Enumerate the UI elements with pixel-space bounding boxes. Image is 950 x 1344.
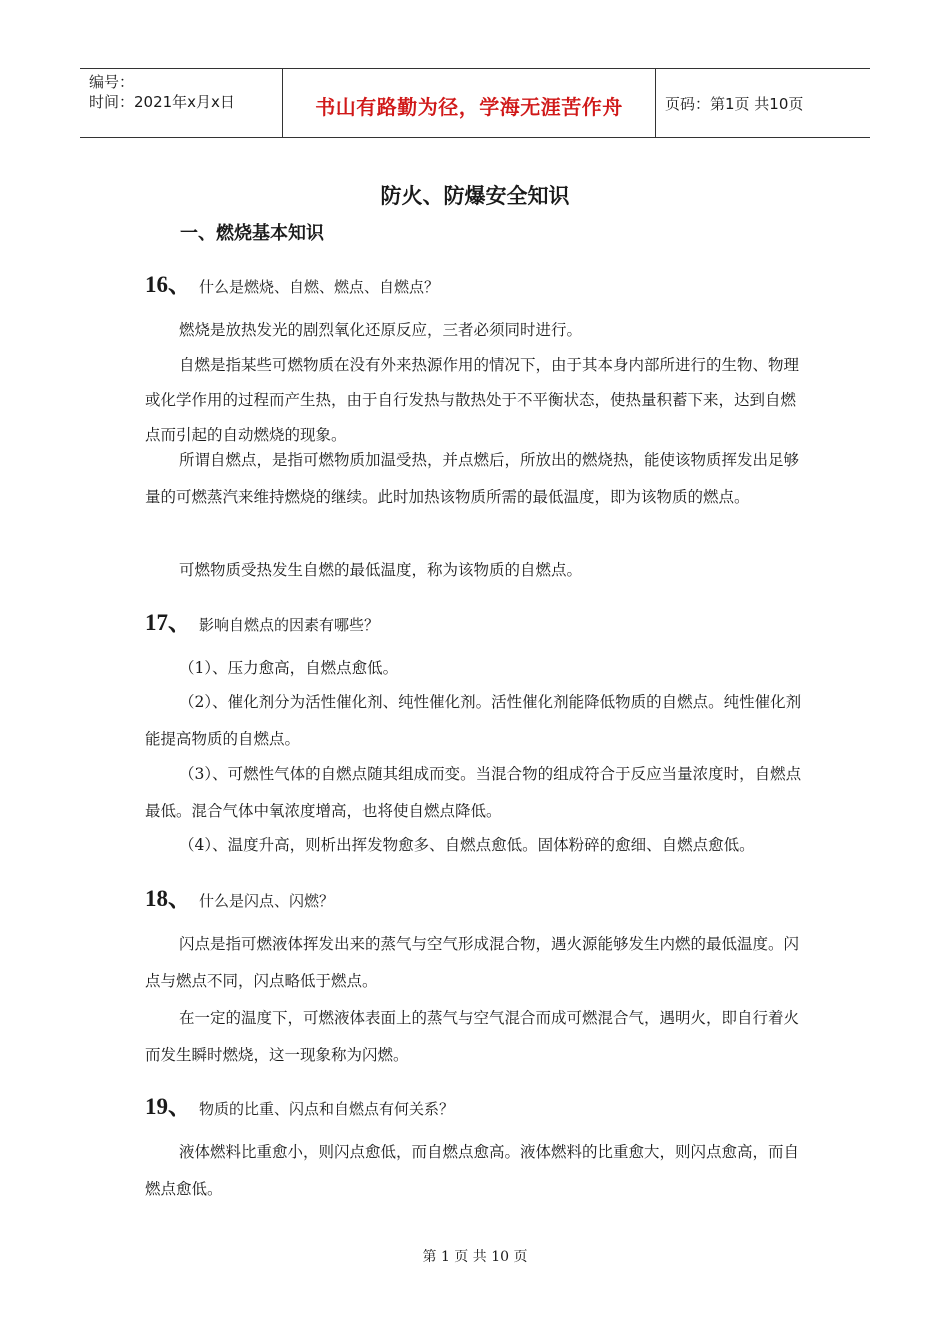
section-heading: 一、燃烧基本知识 <box>180 223 324 244</box>
paragraph: 燃烧是放热发光的剧烈氧化还原反应，三者必须同时进行。 <box>179 321 583 339</box>
question-number: 18、 <box>145 886 191 911</box>
paragraph: 闪点是指可燃液体挥发出来的蒸气与空气形成混合物，遇火源能够发生内燃的最低温度。闪点与燃点不同，闪点略低于燃点。 <box>145 935 800 990</box>
question-text: 物质的比重、闪点和自燃点有何关系？ <box>199 1100 455 1118</box>
code-label: 编号： <box>89 73 135 91</box>
question-number: 17、 <box>145 610 191 635</box>
question-heading <box>145 1088 454 1118</box>
question-heading <box>145 880 334 910</box>
question-heading <box>145 604 379 634</box>
paragraph: （2）、催化剂分为活性催化剂、纯性催化剂。活性催化剂能降低物质的自燃点。纯性催化剂能提高物质的自燃点。 <box>145 693 802 748</box>
paragraph: 在一定的温度下，可燃液体表面上的蒸气与空气混合而成可燃混合气，遇明火，即自行着火而发生瞬时燃烧，这一现象称为闪燃。 <box>145 1009 800 1064</box>
question-number: 16、 <box>145 272 191 297</box>
page-info: 页码：第1页 共10页 <box>665 95 804 113</box>
paragraph: （1）、压力愈高，自燃点愈低。 <box>179 659 399 677</box>
motto: 书山有路勤为径，学海无涯苦作舟 <box>315 95 623 119</box>
question-number: 19、 <box>145 1094 191 1119</box>
paragraph: （4）、温度升高，则析出挥发物愈多、自燃点愈低。固体粉碎的愈细、自燃点愈低。 <box>179 836 755 854</box>
header-meta-cell <box>80 69 282 137</box>
header-page-cell <box>655 69 870 137</box>
paragraph: 可燃物质受热发生自燃的最低温度，称为该物质的自燃点。 <box>179 561 583 579</box>
question-text: 什么是燃烧、自燃、燃点、自燃点？ <box>199 278 440 296</box>
paragraph: 液体燃料比重愈小，则闪点愈低，而自燃点愈高。液体燃料的比重愈大，则闪点愈高，而自燃点愈低。 <box>145 1143 800 1198</box>
question-text: 影响自燃点的因素有哪些？ <box>199 616 380 634</box>
question-heading <box>145 266 439 296</box>
date-label: 时间：2021年x月x日 <box>89 93 235 111</box>
header-motto-cell <box>282 69 656 137</box>
page-title: 防火、防爆安全知识 <box>380 184 570 208</box>
document-header <box>80 68 870 138</box>
question-text: 什么是闪点、闪燃？ <box>199 892 335 910</box>
paragraph: 自燃是指某些可燃物质在没有外来热源作用的情况下，由于其本身内部所进行的生物、物理或化学作用的过程而产生热，由于自行发热与散热处于不平衡状态，使热量积蓄下来，达到自燃点而引起的自动燃烧的现象。 <box>145 356 800 444</box>
page-footer: 第 1 页 共 10 页 <box>422 1249 528 1265</box>
paragraph: 所谓自燃点，是指可燃物质加温受热，并点燃后，所放出的燃烧热，能使该物质挥发出足够量的可燃蒸汽来维持燃烧的继续。此时加热该物质所需的最低温度，即为该物质的燃点。 <box>145 451 800 506</box>
paragraph: （3）、可燃性气体的自燃点随其组成而变。当混合物的组成符合于反应当量浓度时，自燃点最低。混合气体中氧浓度增高，也将使自燃点降低。 <box>145 765 802 820</box>
